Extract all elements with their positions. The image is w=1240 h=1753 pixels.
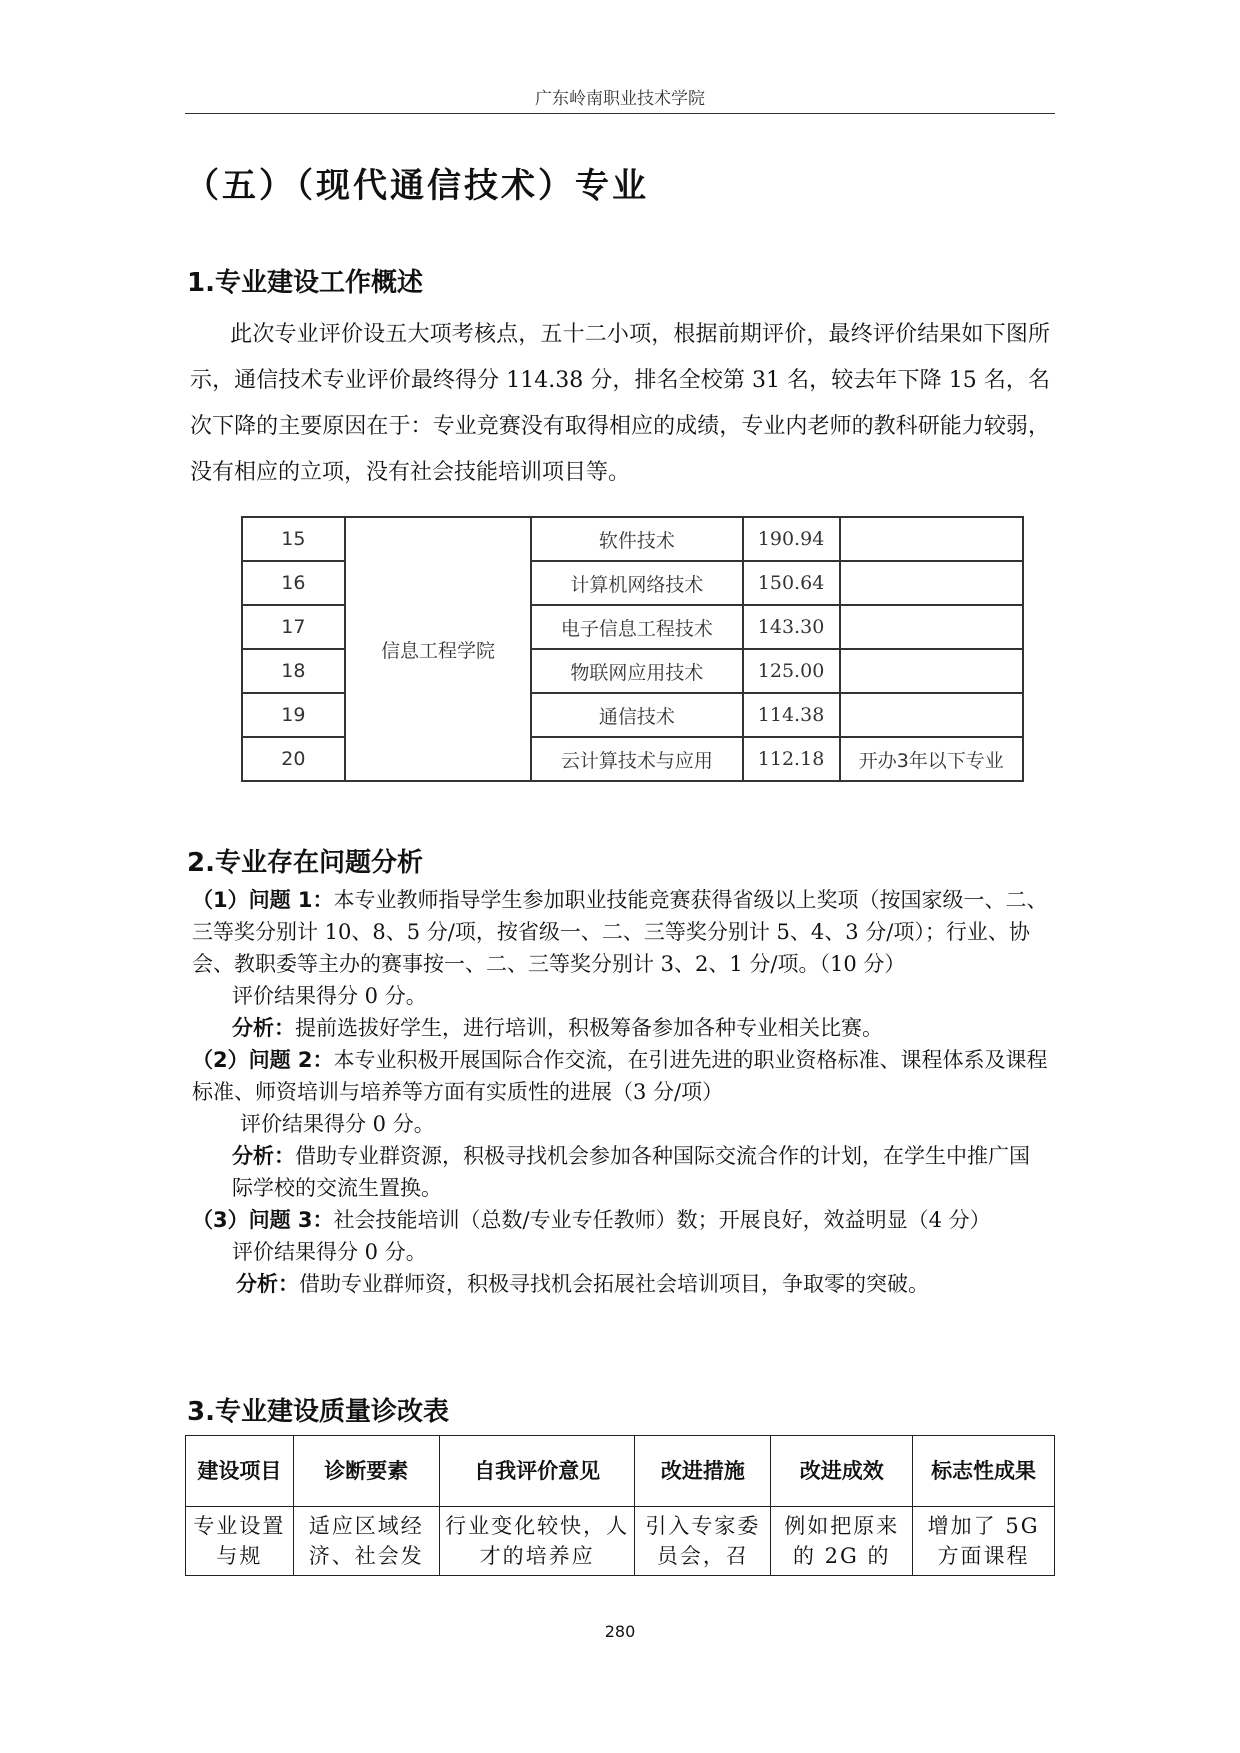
table-cell: 引入专家委员会，召 <box>635 1507 771 1576</box>
problem-3-analysis <box>192 1268 1050 1300</box>
note-cell <box>840 693 1024 737</box>
column-header: 改进措施 <box>635 1436 771 1507</box>
score-cell: 125.00 <box>743 649 840 693</box>
column-header: 自我评价意见 <box>439 1436 635 1507</box>
column-header: 标志性成果 <box>913 1436 1055 1507</box>
table-header-row <box>186 1436 1055 1507</box>
rank-cell: 20 <box>242 737 345 781</box>
table-row <box>242 517 1023 561</box>
table-cell: 专业设置与规 <box>186 1507 294 1576</box>
table-cell: 适应区域经济、社会发 <box>293 1507 439 1576</box>
college-cell: 信息工程学院 <box>345 517 531 781</box>
note-cell <box>840 649 1024 693</box>
header-rule <box>185 113 1055 114</box>
rank-cell: 16 <box>242 561 345 605</box>
section3-heading: 3.专业建设质量诊改表 <box>187 1397 449 1427</box>
section2-heading: 2.专业存在问题分析 <box>187 848 423 878</box>
score-cell: 112.18 <box>743 737 840 781</box>
problem-2-result: 评价结果得分 0 分。 <box>240 1112 435 1136</box>
major-cell: 通信技术 <box>531 693 742 737</box>
score-table <box>241 516 1024 782</box>
analysis-label: 分析： <box>232 1016 295 1040</box>
analysis-text: 借助专业群师资，积极寻找机会拓展社会培训项目，争取零的突破。 <box>299 1272 929 1296</box>
analysis-label: 分析： <box>236 1272 299 1296</box>
major-cell: 物联网应用技术 <box>531 649 742 693</box>
problem-2-label: （2）问题 2： <box>192 1048 334 1072</box>
problem-3-label: （3）问题 3： <box>192 1208 334 1232</box>
problem-1-analysis <box>192 1012 1050 1044</box>
table-cell: 行业变化较快，人才的培养应 <box>439 1507 635 1576</box>
section1-heading: 1.专业建设工作概述 <box>187 268 423 298</box>
score-cell: 143.30 <box>743 605 840 649</box>
rank-cell: 18 <box>242 649 345 693</box>
note-cell: 开办3年以下专业 <box>840 737 1024 781</box>
diagnostic-table <box>185 1435 1055 1576</box>
score-cell: 114.38 <box>743 693 840 737</box>
problem-1-label: （1）问题 1： <box>192 888 334 912</box>
note-cell <box>840 605 1024 649</box>
major-cell: 软件技术 <box>531 517 742 561</box>
overview-text: 此次专业评价设五大项考核点，五十二小项，根据前期评价，最终评价结果如下图所示，通信技术专业评价最终得分 114.38 分，排名全校第 31 名，较去年下降 15 名，名次下降的主要原因在于：专业竞赛没有取得相应的成绩，专业内老师的教科研能力较弱，没有相应的立项，没有社会技能培训项目等。 <box>190 322 1050 485</box>
major-cell: 电子信息工程技术 <box>531 605 742 649</box>
problem-2-analysis <box>192 1140 1050 1204</box>
problem-3-text: 社会技能培训（总数/专业专任教师）数；开展良好，效益明显（4 分） <box>333 1208 991 1232</box>
page-number: 280 <box>604 1622 636 1641</box>
column-header: 建设项目 <box>186 1436 294 1507</box>
problem-analysis <box>192 884 1050 1300</box>
problem-1-text: 本专业教师指导学生参加职业技能竞赛获得省级以上奖项（按国家级一、二、三等奖分别计 10、8、5 分/项，按省级一、二、三等奖分别计 5、4、3 分/项）；行业、协会、教职委等主办的赛事按一、二、三等奖分别计 3、2、1 分/项。（10 分） <box>192 888 1048 976</box>
analysis-label: 分析： <box>232 1144 295 1168</box>
problem-2 <box>192 1044 1050 1108</box>
score-cell: 190.94 <box>743 517 840 561</box>
major-cell: 计算机网络技术 <box>531 561 742 605</box>
analysis-text: 借助专业群资源，积极寻找机会参加各种国际交流合作的计划，在学生中推广国际学校的交流生置换。 <box>232 1144 1030 1200</box>
rank-cell: 19 <box>242 693 345 737</box>
table-cell: 例如把原来的 2G 的 <box>771 1507 913 1576</box>
note-cell <box>840 517 1024 561</box>
running-header: 广东岭南职业技术学院 <box>535 89 705 109</box>
problem-3 <box>192 1204 1050 1236</box>
overview-paragraph <box>190 312 1050 496</box>
score-cell: 150.64 <box>743 561 840 605</box>
rank-cell: 15 <box>242 517 345 561</box>
problem-2-text: 本专业积极开展国际合作交流，在引进先进的职业资格标准、课程体系及课程标准、师资培训与培养等方面有实质性的进展（3 分/项） <box>192 1048 1048 1104</box>
problem-3-result: 评价结果得分 0 分。 <box>232 1240 427 1264</box>
problem-1 <box>192 884 1050 980</box>
note-cell <box>840 561 1024 605</box>
column-header: 诊断要素 <box>293 1436 439 1507</box>
problem-1-result: 评价结果得分 0 分。 <box>232 984 427 1008</box>
table-cell: 增加了 5G 方面课程 <box>913 1507 1055 1576</box>
chapter-title: （五）（现代通信技术）专业 <box>185 166 649 206</box>
analysis-text: 提前选拔好学生，进行培训，积极筹备参加各种专业相关比赛。 <box>295 1016 883 1040</box>
major-cell: 云计算技术与应用 <box>531 737 742 781</box>
rank-cell: 17 <box>242 605 345 649</box>
table-row <box>186 1507 1055 1576</box>
column-header: 改进成效 <box>771 1436 913 1507</box>
